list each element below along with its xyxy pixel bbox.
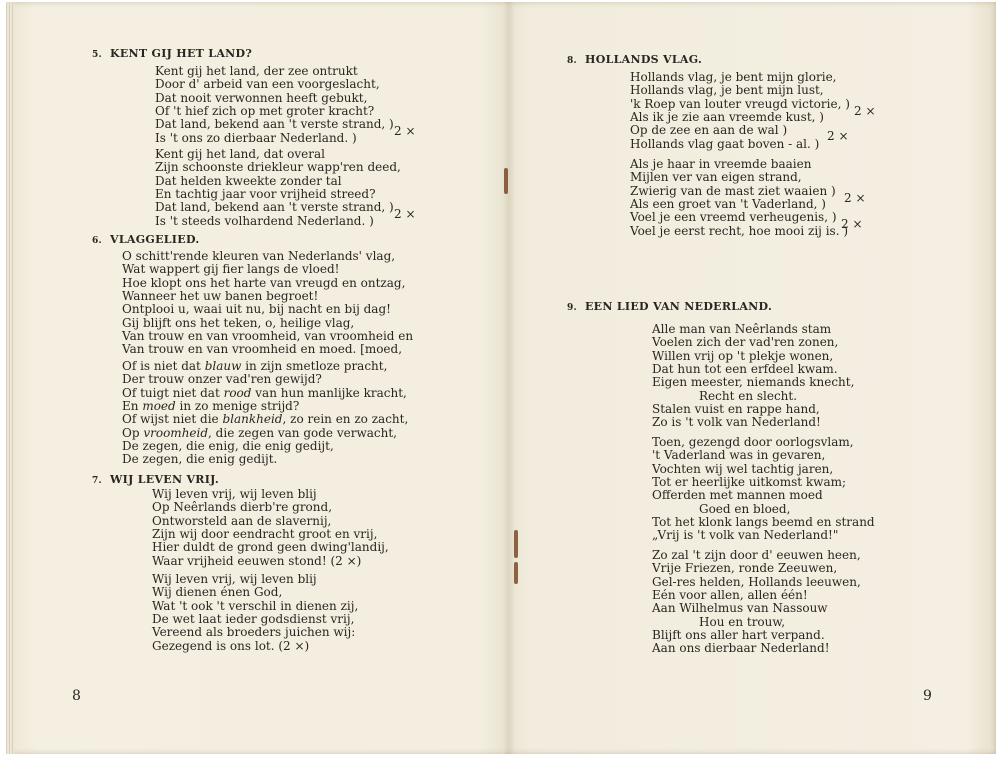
verse-line: Goed en bloed, — [699, 501, 791, 516]
song-heading — [92, 47, 252, 60]
verse-line: Wat 't ook 't verschil in dienen zij, — [152, 598, 359, 613]
verse-line: Hou en trouw, — [699, 614, 786, 629]
song-number: 5. — [92, 50, 102, 60]
verse-line: Op vroomheid, die zegen van gode verwacht, — [122, 425, 397, 440]
verse-line: Tot er heerlijke uitkomst kwam; — [652, 474, 847, 489]
song-title: HOLLANDS VLAG. — [585, 53, 703, 66]
verse-line: Alle man van Neêrlands stam — [652, 322, 832, 336]
verse-line: Of is niet dat blauw in zijn smetloze pracht, — [122, 359, 388, 373]
verse-line: Of 't hief zich op met groter kracht? — [155, 103, 375, 118]
song-number: 8. — [567, 56, 577, 66]
verse-line: Als een groet van 't Vaderland, ) — [630, 196, 826, 211]
verse-line: Gel-res helden, Hollands leeuwen, — [652, 574, 861, 589]
song-heading — [567, 53, 702, 66]
verse-line: Eigen meester, niemands knecht, — [652, 375, 855, 390]
verse-line: Aan ons dierbaar Nederland! — [652, 641, 830, 656]
verse-line: Gij blijft ons het teken, o, heilige vlag, — [122, 315, 355, 330]
verse-line: Tot het klonk langs beemd en strand — [652, 514, 875, 529]
repeat-mark: 2 × — [841, 217, 863, 231]
verse-line: Hoe klopt ons het harte van vreugd en ontzag, — [122, 275, 406, 290]
staple-bottom — [514, 530, 518, 558]
verse-line: Waar vrijheid eeuwen stond! (2 ×) — [152, 553, 362, 568]
verse-line: Der trouw onzer vad'ren gewijd? — [122, 372, 322, 387]
verse-line: Hollands vlag, je bent mijn glorie, — [630, 70, 837, 84]
verse-line: Op Neêrlands dierb're grond, — [152, 500, 333, 515]
verse-line: Ontplooi u, waai uit nu, bij nacht en bij dag! — [122, 302, 391, 317]
verse-line: Vrije Friezen, ronde Zeeuwen, — [652, 561, 838, 576]
verse-line: O schitt'rende kleuren van Nederlands' vlag, — [122, 249, 396, 263]
verse-line: Voelen zich der vad'ren zonen, — [652, 335, 839, 350]
verse-line: Zwierig van de mast ziet waaien ) — [630, 183, 836, 198]
verse-line: Zo is 't volk van Nederland! — [652, 415, 821, 430]
staple-top — [504, 168, 508, 194]
verse-line: Van trouw en van vroomheid, van vroomheid en — [122, 328, 414, 343]
verse-line: Recht en slecht. — [699, 388, 798, 403]
staple-bottom-b — [514, 562, 518, 584]
verse-line: Hollands vlag, je bent mijn lust, — [630, 83, 824, 98]
verse-line: Is 't steeds volhardend Nederland. ) — [155, 213, 374, 228]
verse-line: Vereend als broeders juichen wij: — [152, 625, 356, 640]
verse-line: Blijft ons aller hart verpand. — [652, 627, 825, 642]
song-heading — [92, 473, 219, 486]
verse-line: Zijn wij door eendracht groot en vrij, — [152, 526, 378, 541]
verse-line: Stalen vuist en rappe hand, — [652, 401, 820, 416]
verse-line: Wat wappert gij fier langs de vloed! — [122, 262, 340, 277]
page-number: 8 — [72, 688, 81, 704]
page-number: 9 — [923, 688, 932, 704]
verse-line: „Vrij is 't volk van Nederland!" — [652, 528, 839, 543]
page-edges — [6, 2, 14, 754]
verse-line: Aan Wilhelmus van Nassouw — [652, 601, 828, 616]
verse-line: Op de zee en aan de wal ) — [630, 123, 788, 138]
verse-line: Hier duldt de grond geen dwing'landij, — [152, 540, 389, 555]
song-title: VLAGGELIED. — [110, 233, 200, 246]
verse-line: Is 't ons zo dierbaar Nederland. ) — [155, 130, 357, 145]
repeat-mark: 2 × — [854, 104, 876, 118]
verse-line: Dat hun tot een erfdeel kwam. — [652, 361, 838, 376]
verse-line: Mijlen ver van eigen strand, — [630, 170, 802, 185]
song-title: KENT GIJ HET LAND? — [110, 47, 253, 60]
verse-line: En tachtig jaar voor vrijheid streed? — [155, 186, 376, 201]
repeat-mark: 2 × — [394, 207, 416, 221]
verse-line: Dat land, bekend aan 't verste strand, ) — [155, 117, 394, 132]
verse-line: Als je haar in vreemde baaien — [630, 157, 812, 171]
verse-line: Of wijst niet die blankheid, zo rein en zo zacht, — [122, 412, 409, 427]
verse-line: Gezegend is ons lot. (2 ×) — [152, 638, 310, 653]
verse-line: Door d' arbeid van een voorgeslacht, — [155, 77, 380, 92]
repeat-mark: 2 × — [844, 191, 866, 205]
repeat-mark: 2 × — [827, 129, 849, 143]
song-title: EEN LIED VAN NEDERLAND. — [585, 300, 773, 313]
verse-line: Zo zal 't zijn door d' eeuwen heen, — [652, 548, 861, 562]
verse-line: De zegen, die enig gedijt. — [122, 452, 278, 467]
song-number: 6. — [92, 236, 102, 246]
verse-line: Zijn schoonste driekleur wapp'ren deed, — [155, 160, 401, 175]
verse-line: Kent gij het land, dat overal — [155, 147, 325, 161]
verse-line: 'k Roep van louter vreugd victorie, ) — [630, 96, 850, 111]
verse-line: Dat land, bekend aan 't verste strand, ) — [155, 200, 394, 215]
song-heading — [92, 233, 200, 246]
verse-line: Willen vrij op 't plekje wonen, — [652, 348, 834, 363]
verse-line: Als ik je zie aan vreemde kust, ) — [630, 109, 824, 124]
song-title: WIJ LEVEN VRIJ. — [110, 473, 219, 486]
verse-line: Voel je eerst recht, hoe mooi zij is. ) — [630, 223, 849, 238]
verse-line: Offerden met mannen moed — [652, 488, 823, 503]
verse-line: Dat nooit verwonnen heeft gebukt, — [155, 90, 368, 105]
song-number: 9. — [567, 303, 577, 313]
verse-line: De zegen, die enig, die enig gedijt, — [122, 438, 334, 453]
verse-line: Wij dienen énen God, — [152, 585, 283, 600]
verse-line: Wanneer het uw banen begroet! — [122, 288, 319, 303]
song-number: 7. — [92, 476, 102, 486]
verse-line: Voel je een vreemd verheugenis, ) — [630, 210, 837, 225]
verse-line: De wet laat ieder godsdienst vrij, — [152, 611, 355, 626]
verse-line: En moed in zo menige strijd? — [122, 398, 300, 413]
verse-line: Toen, gezengd door oorlogsvlam, — [652, 435, 854, 449]
verse-line: Wij leven vrij, wij leven blij — [152, 487, 317, 501]
book-spine — [503, 2, 515, 754]
verse-line: Ontworsteld aan de slavernij, — [152, 513, 332, 528]
verse-line: 't Vaderland was in gevaren, — [652, 448, 826, 463]
verse-line: Eén voor allen, allen één! — [652, 587, 808, 602]
repeat-mark: 2 × — [394, 124, 416, 138]
verse-line: Hollands vlag gaat boven - al. ) — [630, 136, 820, 151]
song-heading — [567, 300, 772, 313]
verse-line: Vochten wij wel tachtig jaren, — [652, 461, 834, 476]
verse-line: Wij leven vrij, wij leven blij — [152, 572, 317, 586]
verse-line: Dat helden kweekte zonder tal — [155, 173, 342, 188]
verse-line: Of tuigt niet dat rood van hun manlijke kracht, — [122, 385, 407, 400]
verse-line: Kent gij het land, der zee ontrukt — [155, 64, 358, 78]
verse-line: Van trouw en van vroomheid en moed. [moed, — [122, 342, 403, 357]
